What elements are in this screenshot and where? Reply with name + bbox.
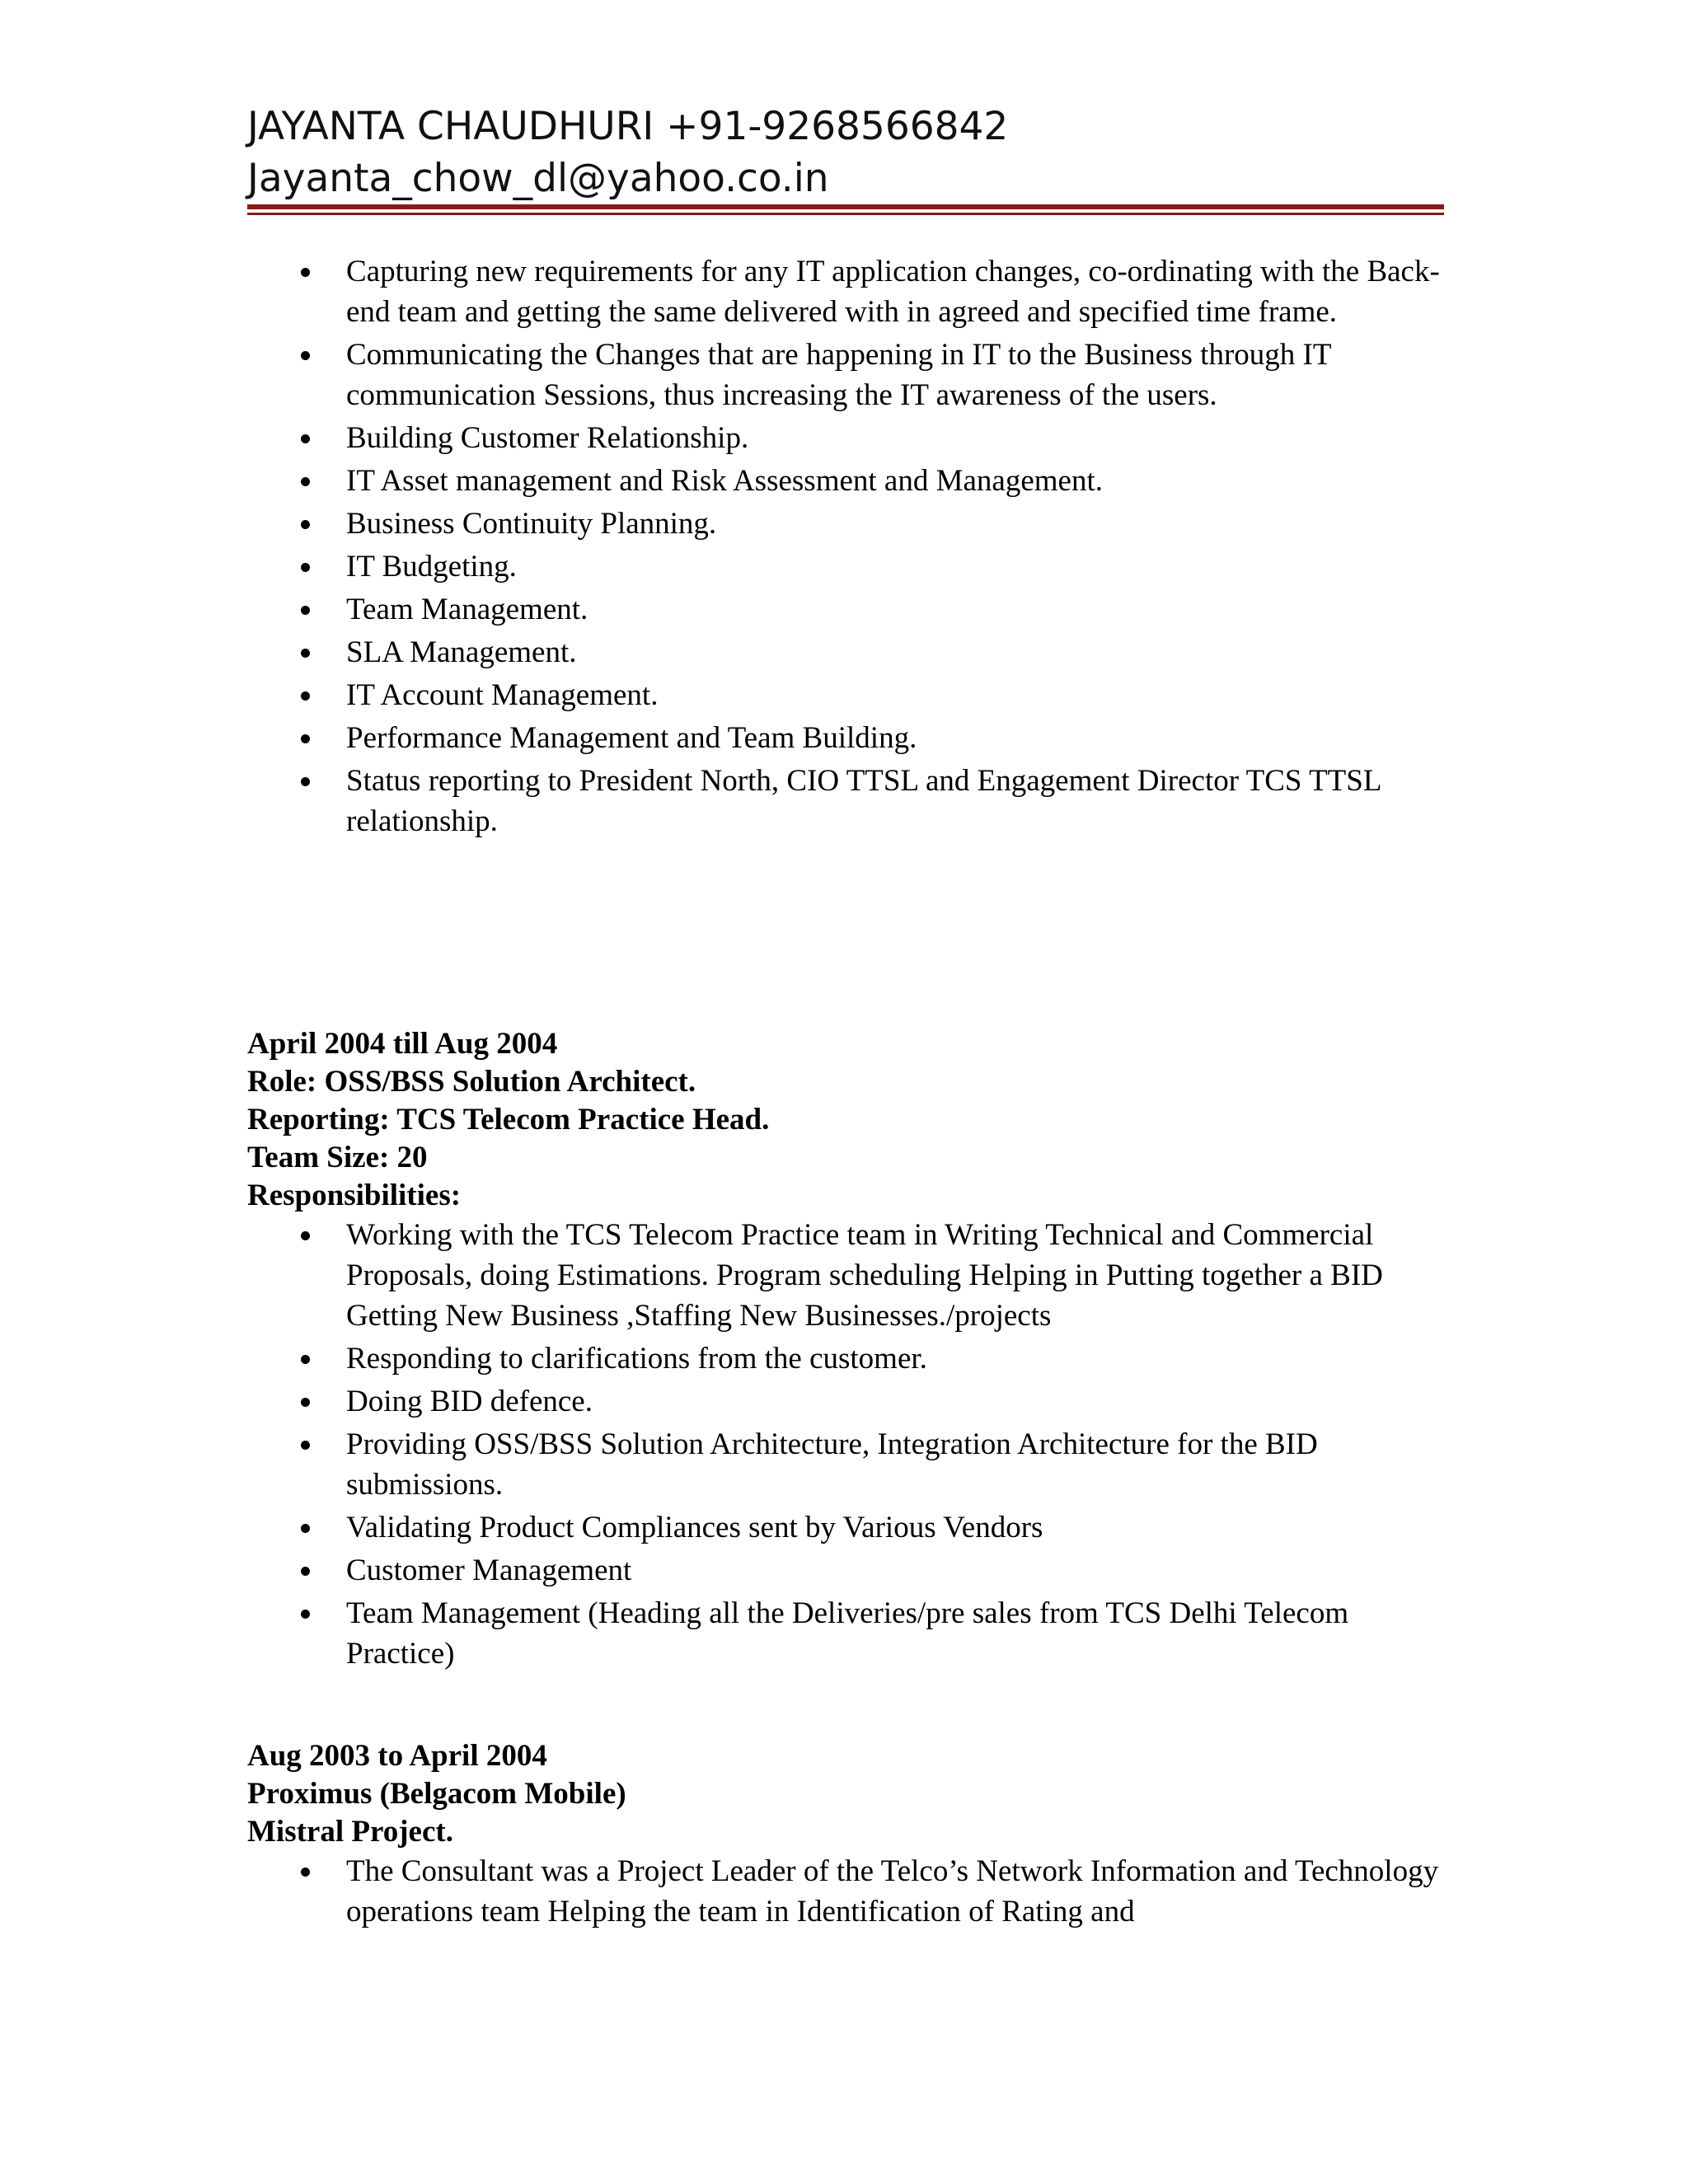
list-item: Communicating the Changes that are happening in IT to the Business through IT communication Sessions, thus increasing the IT awareness of the users. [247,335,1444,415]
list-item: Team Management. [247,589,1444,630]
list-item: Team Management (Heading all the Deliveries/pre sales from TCS Delhi Telecom Practice) [247,1593,1444,1674]
job-project: Mistral Project. [247,1815,453,1849]
list-item: Customer Management [247,1550,1444,1591]
header-divider-thin [247,213,1444,215]
email-address: Jayanta_chow_dl@yahoo.co.in [247,156,829,201]
job-entry-proximus [247,1737,1444,1934]
job-team-size: Team Size: 20 [247,1141,428,1174]
list-item: Building Customer Relationship. [247,418,1444,458]
responsibilities-list [247,251,1444,841]
list-item: The Consultant was a Project Leader of the Telco’s Network Information and Technology operations team Helping the team in Identification of Rating and [247,1851,1444,1932]
name-and-phone: JAYANTA CHAUDHURI +91-9268566842 [247,104,1009,149]
list-item: IT Asset management and Risk Assessment and Management. [247,461,1444,501]
responsibilities-list [247,1215,1444,1674]
responsibilities-label: Responsibilities: [247,1179,462,1212]
header-divider-thick [247,204,1444,209]
resume-header [247,101,1444,204]
job-entry-tcs-architect [247,1025,1444,1676]
responsibilities-continued-section [247,251,1444,844]
list-item: Performance Management and Team Building. [247,718,1444,758]
job-role: Role: OSS/BSS Solution Architect. [247,1065,696,1099]
list-item: Validating Product Compliances sent by Various Vendors [247,1507,1444,1548]
list-item: Capturing new requirements for any IT application changes, co-ordinating with the Back-end team and getting the same delivered with in agreed and specified time frame. [247,251,1444,332]
job-period: April 2004 till Aug 2004 [247,1027,558,1061]
list-item: IT Account Management. [247,675,1444,715]
list-item: IT Budgeting. [247,546,1444,587]
list-item: SLA Management. [247,632,1444,673]
responsibilities-list [247,1851,1444,1932]
job-period: Aug 2003 to April 2004 [247,1739,547,1773]
list-item: Responding to clarifications from the customer. [247,1338,1444,1379]
job-reporting: Reporting: TCS Telecom Practice Head. [247,1103,770,1137]
list-item: Providing OSS/BSS Solution Architecture, Integration Architecture for the BID submissions. [247,1424,1444,1505]
list-item: Business Continuity Planning. [247,504,1444,544]
list-item: Working with the TCS Telecom Practice team in Writing Technical and Commercial Proposals, doing Estimations. Program scheduling Helping in Putting together a BID Getting New Business ,Staffing New Businesses./projects [247,1215,1444,1336]
job-company: Proximus (Belgacom Mobile) [247,1777,626,1811]
list-item: Doing BID defence. [247,1381,1444,1422]
list-item: Status reporting to President North, CIO TTSL and Engagement Director TCS TTSL relationship. [247,761,1444,841]
